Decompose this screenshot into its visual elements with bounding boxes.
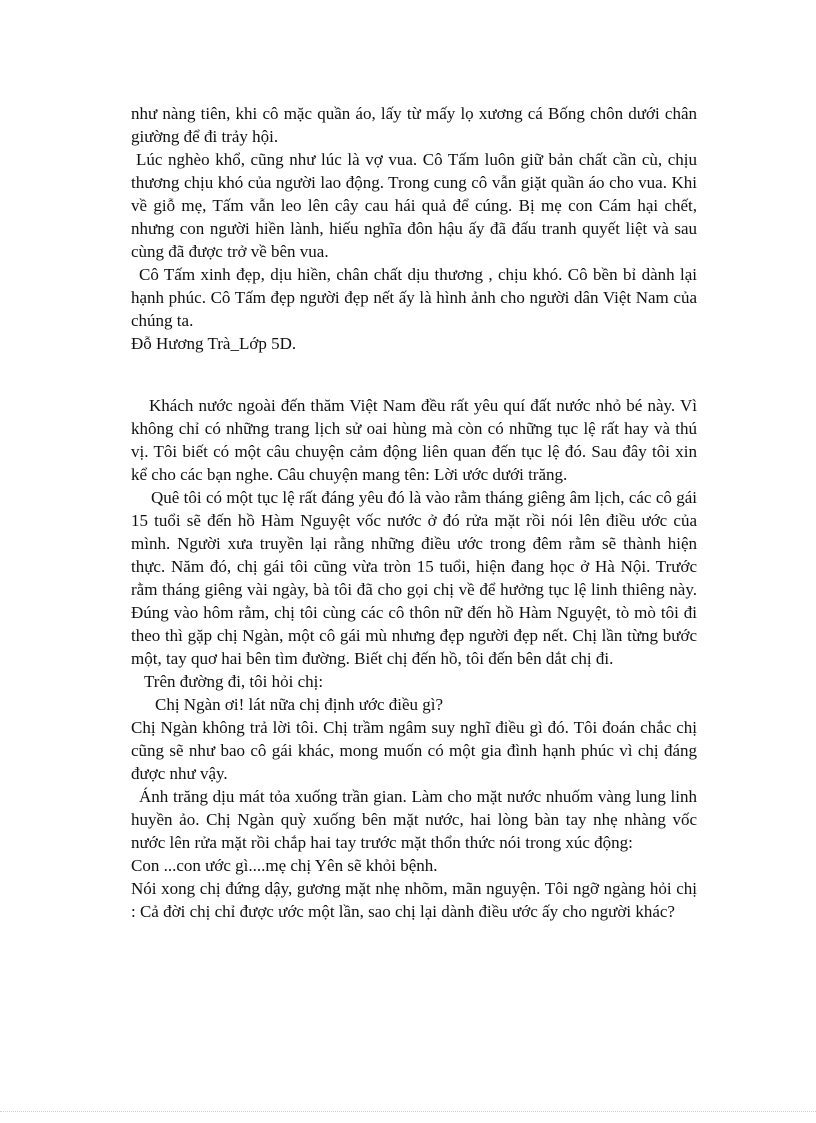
page-bottom-rule xyxy=(0,1111,816,1113)
paragraph-tam-character: Lúc nghèo khổ, cũng như lúc là vợ vua. Cô Tấm luôn giữ bản chất cần cù, chịu thương chịu khó của người lao động. Trong cung cô vẫn giặt quần áo cho vua. Khi về giỗ mẹ, Tấm vẫn leo lên cây cau hái quả để cúng. Bị mẹ con Cám hại chết, nhưng con người hiền lành, hiếu nghĩa đôn hậu ấy đã đấu tranh quyết liệt và sau cùng đã được trở về bên vua. xyxy=(131,150,697,261)
paragraph-after-wish: Nói xong chị đứng dậy, gương mặt nhẹ nhõm, mãn nguyện. Tôi ngỡ ngàng hỏi chị : Cả đời chị chỉ được ước một lần, sao chị lại dành điều ước ấy cho người khác? xyxy=(131,879,697,921)
paragraph-ngan-silent: Chị Ngàn không trả lời tôi. Chị trầm ngâm suy nghĩ điều gì đó. Tôi đoán chắc chị cũng sẽ như bao cô gái khác, mong muốn có một gia đình hạnh phúc vì chị đáng được như vậy. xyxy=(131,718,697,783)
paragraph-question: Chị Ngàn ơi! lát nữa chị định ước điều gì? xyxy=(155,695,444,714)
document-page xyxy=(131,102,697,923)
paragraph-wish: Con ...con ước gì....mẹ chị Yên sẽ khỏi bệnh. xyxy=(131,856,438,875)
paragraph-tam-conclusion: Cô Tấm xinh đẹp, dịu hiền, chân chất dịu thương , chịu khó. Cô bền bỉ dành lại hạnh phúc. Cô Tấm đẹp người đẹp nết ấy là hình ảnh cho người dân Việt Nam của chúng ta. xyxy=(131,265,697,330)
paragraph-on-the-way: Trên đường đi, tôi hỏi chị: xyxy=(144,672,324,691)
paragraph-village-custom: Quê tôi có một tục lệ rất đáng yêu đó là vào rằm tháng giêng âm lịch, các cô gái 15 tuổi sẽ đến hồ Hàm Nguyệt vốc nước ở đó rửa mặt rồi nói lên điều ước của mình. Người xưa truyền lại rằng những điều ước trong đêm rằm sẽ thành hiện thực. Năm đó, chị gái tôi cũng vừa tròn 15 tuổi, hiện đang học ở Hà Nội. Trước rằm tháng giêng vài ngày, bà tôi đã cho gọi chị về để hưởng tục lệ linh thiêng này. Đúng vào hôm rằm, chị tôi cùng các cô thôn nữ đến hồ Hàm Nguyệt, tò mò tôi đi theo thì gặp chị Ngàn, một cô gái mù nhưng đẹp người đẹp nết. Chị lần từng bước một, tay quơ hai bên tìm đường. Biết chị đến hồ, tôi đến bên dắt chị đi. xyxy=(131,488,697,668)
paragraph-intro-continuation: như nàng tiên, khi cô mặc quần áo, lấy từ mấy lọ xương cá Bống chôn dưới chân giường để đi trảy hội. xyxy=(131,104,697,146)
paragraph-story-intro: Khách nước ngoài đến thăm Việt Nam đều rất yêu quí đất nước nhỏ bé này. Vì không chỉ có những trang lịch sử oai hùng mà còn có những tục lệ rất hay và thú vị. Tôi biết có một câu chuyện cảm động liên quan đến tục lệ đó. Sau đây tôi xin kể cho các bạn nghe. Câu chuyện mang tên: Lời ước dưới trăng. xyxy=(131,396,697,484)
author-signature: Đỗ Hương Trà_Lớp 5D. xyxy=(131,334,297,353)
section-gap xyxy=(131,355,697,394)
paragraph-moonlight: Ánh trăng dịu mát tỏa xuống trần gian. Làm cho mặt nước nhuốm vàng lung linh huyền ảo. Chị Ngàn quỳ xuống bên mặt nước, hai lòng bàn tay nhẹ nhàng vốc nước lên rửa mặt rồi chắp hai tay trước mặt thổn thức nói trong xúc động: xyxy=(131,787,697,852)
